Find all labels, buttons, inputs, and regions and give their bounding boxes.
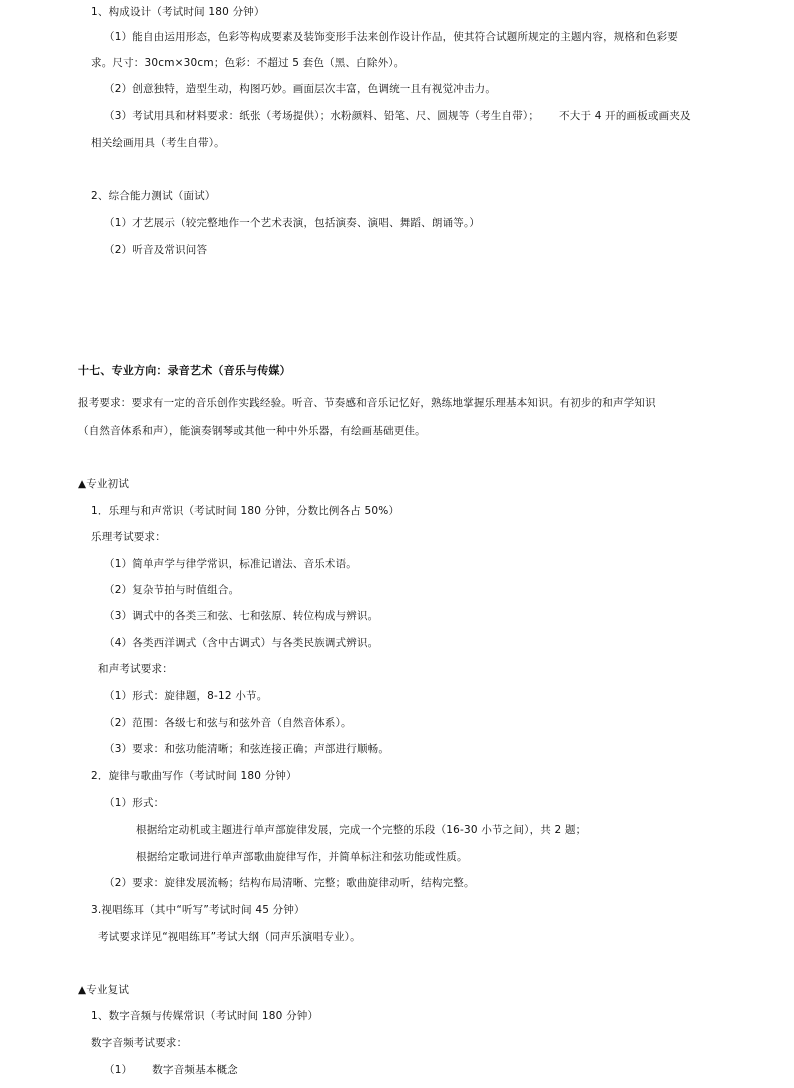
second-round-heading: ▲专业复试 bbox=[78, 984, 130, 996]
requirements-line-a: 报考要求：要求有一定的音乐创作实践经验。听音、节奏感和音乐记忆好，熟练地掌握乐理基本知识。有初步的和声学知识 bbox=[78, 397, 656, 409]
item1-title: 1、构成设计（考试时间 180 分钟） bbox=[91, 6, 265, 18]
theory-item-3: （3）调式中的各类三和弦、七和弦原、转位构成与辨识。 bbox=[104, 610, 379, 622]
theory-item-1: （1）简单声学与律学常识，标准记谱法、音乐术语。 bbox=[104, 558, 357, 570]
harmony-item-2: （2）范围：各级七和弦与和弦外音（自然音体系）。 bbox=[104, 717, 352, 729]
section-heading: 十七、专业方向：录音艺术（音乐与传媒） bbox=[78, 364, 291, 377]
digital-audio-requirements-label: 数字音频考试要求： bbox=[91, 1037, 188, 1049]
melody-item-2: （2）要求：旋律发展流畅；结构布局清晰、完整；歌曲旋律动听，结构完整。 bbox=[104, 877, 475, 889]
second-item1-title: 1、数字音频与传媒常识（考试时间 180 分钟） bbox=[91, 1010, 319, 1022]
item2-paragraph-1: （1）才艺展示（较完整地作一个艺术表演，包括演奏、演唱、舞蹈、朗诵等。） bbox=[104, 217, 481, 229]
melody-item-1: （1）形式： bbox=[104, 797, 165, 809]
item1-paragraph-1a: （1）能自由运用形态，色彩等构成要素及装饰变形手法来创作设计作品，使其符合试题所规定的主题内容，规格和色彩要 bbox=[104, 31, 678, 43]
item1-paragraph-3a: （3）考试用具和材料要求：纸张（考场提供）；水粉颜料、铅笔、尺、圆规等（考生自带）； 不大于 4 开的画板或画夹及 bbox=[104, 110, 691, 122]
harmony-item-1: （1）形式：旋律题，8-12 小节。 bbox=[104, 690, 268, 702]
preliminary-heading: ▲专业初试 bbox=[78, 478, 130, 490]
melody-item-1a: 根据给定动机或主题进行单声部旋律发展，完成一个完整的乐段（16-30 小节之间），共 2 题； bbox=[136, 824, 587, 836]
item1-paragraph-2: （2）创意独特，造型生动，构图巧妙。画面层次丰富，色调统一且有视觉冲击力。 bbox=[104, 83, 497, 95]
requirements-line-b: （自然音体系和声），能演奏钢琴或其他一种中外乐器，有绘画基础更佳。 bbox=[78, 425, 426, 437]
item1-paragraph-1b: 求。尺寸：30cm×30cm；色彩：不超过 5 套色（黑、白除外）。 bbox=[91, 57, 405, 69]
item2-title: 2、综合能力测试（面试） bbox=[91, 190, 216, 202]
prelim-item3-desc: 考试要求详见“视唱练耳”考试大纲（同声乐演唱专业）。 bbox=[98, 931, 361, 943]
prelim-item1-title: 1．乐理与和声常识（考试时间 180 分钟，分数比例各占 50%） bbox=[91, 505, 400, 517]
item2-paragraph-2: （2）听音及常识问答 bbox=[104, 244, 208, 256]
theory-item-2: （2）复杂节拍与时值组合。 bbox=[104, 584, 240, 596]
melody-item-1b: 根据给定歌词进行单声部歌曲旋律写作，并简单标注和弦功能或性质。 bbox=[136, 851, 468, 863]
prelim-item2-title: 2．旋律与歌曲写作（考试时间 180 分钟） bbox=[91, 770, 297, 782]
theory-requirements-label: 乐理考试要求： bbox=[91, 531, 166, 543]
theory-item-4: （4）各类西洋调式（含中古调式）与各类民族调式辨识。 bbox=[104, 637, 379, 649]
harmony-item-3: （3）要求：和弦功能清晰；和弦连接正确；声部进行顺畅。 bbox=[104, 743, 390, 755]
prelim-item3-title: 3.视唱练耳（其中“听写”考试时间 45 分钟） bbox=[91, 904, 305, 916]
harmony-requirements-label: 和声考试要求： bbox=[98, 663, 173, 675]
digital-audio-item-1: （1） 数字音频基本概念 bbox=[104, 1064, 238, 1076]
item1-paragraph-3b: 相关绘画用具（考生自带）。 bbox=[91, 137, 225, 149]
